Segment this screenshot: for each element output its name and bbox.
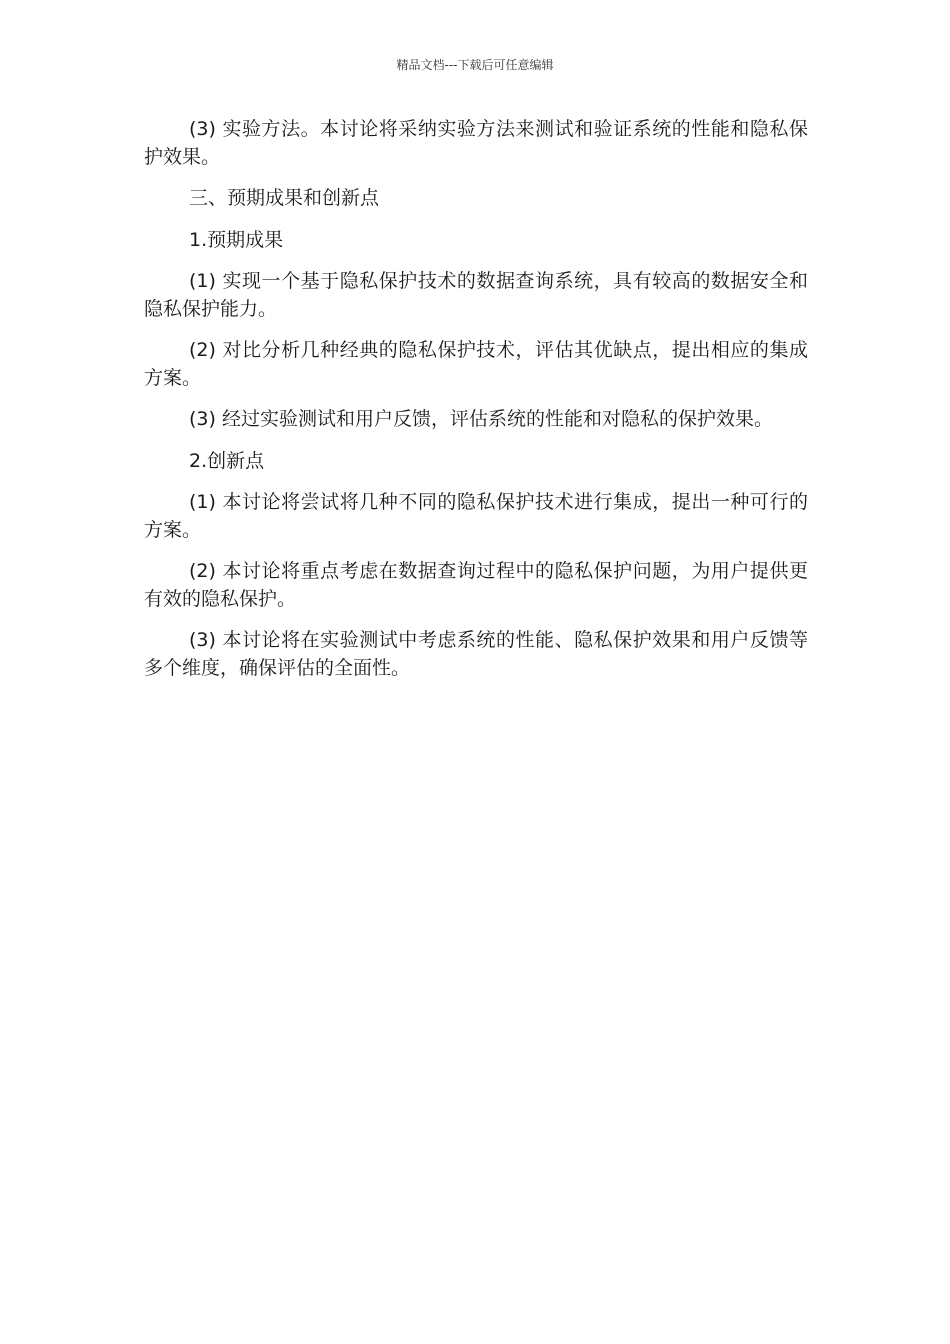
paragraph-innovation-3: (3) 本讨论将在实验测试中考虑系统的性能、隐私保护效果和用户反馈等多个维度，确保评估的全面性。 xyxy=(144,629,808,679)
subheading-innovation-points: 2.创新点 xyxy=(189,449,265,472)
paragraph-innovation-1: (1) 本讨论将尝试将几种不同的隐私保护技术进行集成，提出一种可行的方案。 xyxy=(144,491,808,541)
section-heading-outcomes-innovation: 三、预期成果和创新点 xyxy=(189,187,380,209)
page-header: 精品文档---下载后可任意编辑 xyxy=(396,58,554,72)
paragraph-outcome-2: (2) 对比分析几种经典的隐私保护技术，评估其优缺点，提出相应的集成方案。 xyxy=(144,339,808,389)
document-body xyxy=(144,116,808,696)
paragraph-outcome-3: (3) 经过实验测试和用户反馈，评估系统的性能和对隐私的保护效果。 xyxy=(189,408,773,430)
paragraph-experiment-method: (3) 实验方法。本讨论将采纳实验方法来测试和验证系统的性能和隐私保护效果。 xyxy=(144,118,808,168)
paragraph-innovation-2: (2) 本讨论将重点考虑在数据查询过程中的隐私保护问题，为用户提供更有效的隐私保护。 xyxy=(144,560,808,610)
paragraph-outcome-1: (1) 实现一个基于隐私保护技术的数据查询系统，具有较高的数据安全和隐私保护能力。 xyxy=(144,270,808,320)
subheading-expected-outcomes: 1.预期成果 xyxy=(189,228,284,251)
